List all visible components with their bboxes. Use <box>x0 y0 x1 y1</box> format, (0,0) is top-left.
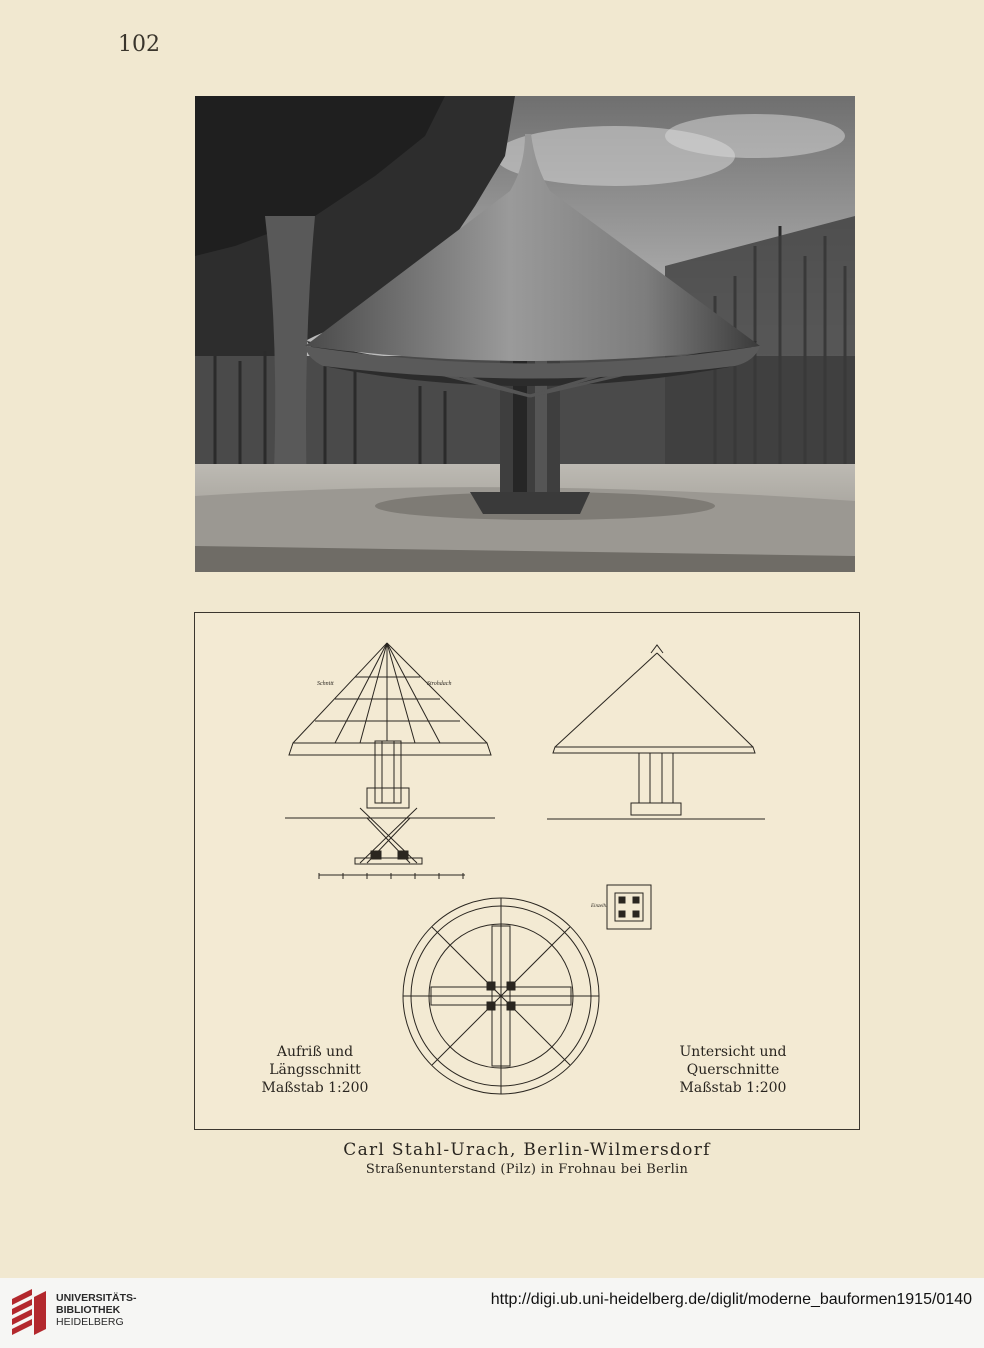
permalink-url[interactable]: http://digi.ub.uni-heidelberg.de/diglit/moderne_bauformen1915/0140 <box>490 1291 972 1308</box>
photograph-mushroom-shelter <box>195 96 855 572</box>
note-left-line-3: Maßstab 1:200 <box>261 1080 369 1096</box>
elevation-section-drawing <box>285 643 495 879</box>
library-name-line-2: BIBLIOTHEK <box>56 1304 121 1316</box>
side-elevation-drawing <box>547 645 765 819</box>
underside-plan-drawing <box>403 898 599 1094</box>
library-name <box>56 1292 137 1328</box>
note-left-line-2: Längsschnitt <box>269 1062 361 1078</box>
note-left-line-1: Aufriß und <box>276 1044 354 1060</box>
caption-subtitle: Straßenunterstand (Pilz) in Frohnau bei Berlin <box>365 1162 689 1177</box>
drawing-note-right <box>673 1043 793 1097</box>
library-logo-icon <box>10 1287 50 1337</box>
note-right-line-2: Querschnitte <box>686 1062 780 1078</box>
note-right-line-1: Untersicht und <box>679 1044 787 1060</box>
label-einzelheit: Einzelh. <box>591 904 608 909</box>
page-number: 102 <box>118 32 160 57</box>
library-name-line-3: HEIDELBERG <box>56 1316 124 1328</box>
drawing-note-left <box>255 1043 375 1097</box>
library-footer <box>0 1278 984 1348</box>
note-right-line-3: Maßstab 1:200 <box>679 1080 787 1096</box>
library-name-line-1: UNIVERSITÄTS- <box>56 1292 137 1304</box>
detail-plan-drawing <box>607 885 651 929</box>
caption-title: Carl Stahl-Urach, Berlin-Wilmersdorf <box>343 1140 711 1160</box>
label-strohdach: Strohdach <box>427 681 452 687</box>
architectural-drawings-plate <box>194 612 860 1130</box>
label-schnitt: Schnitt <box>317 681 334 687</box>
